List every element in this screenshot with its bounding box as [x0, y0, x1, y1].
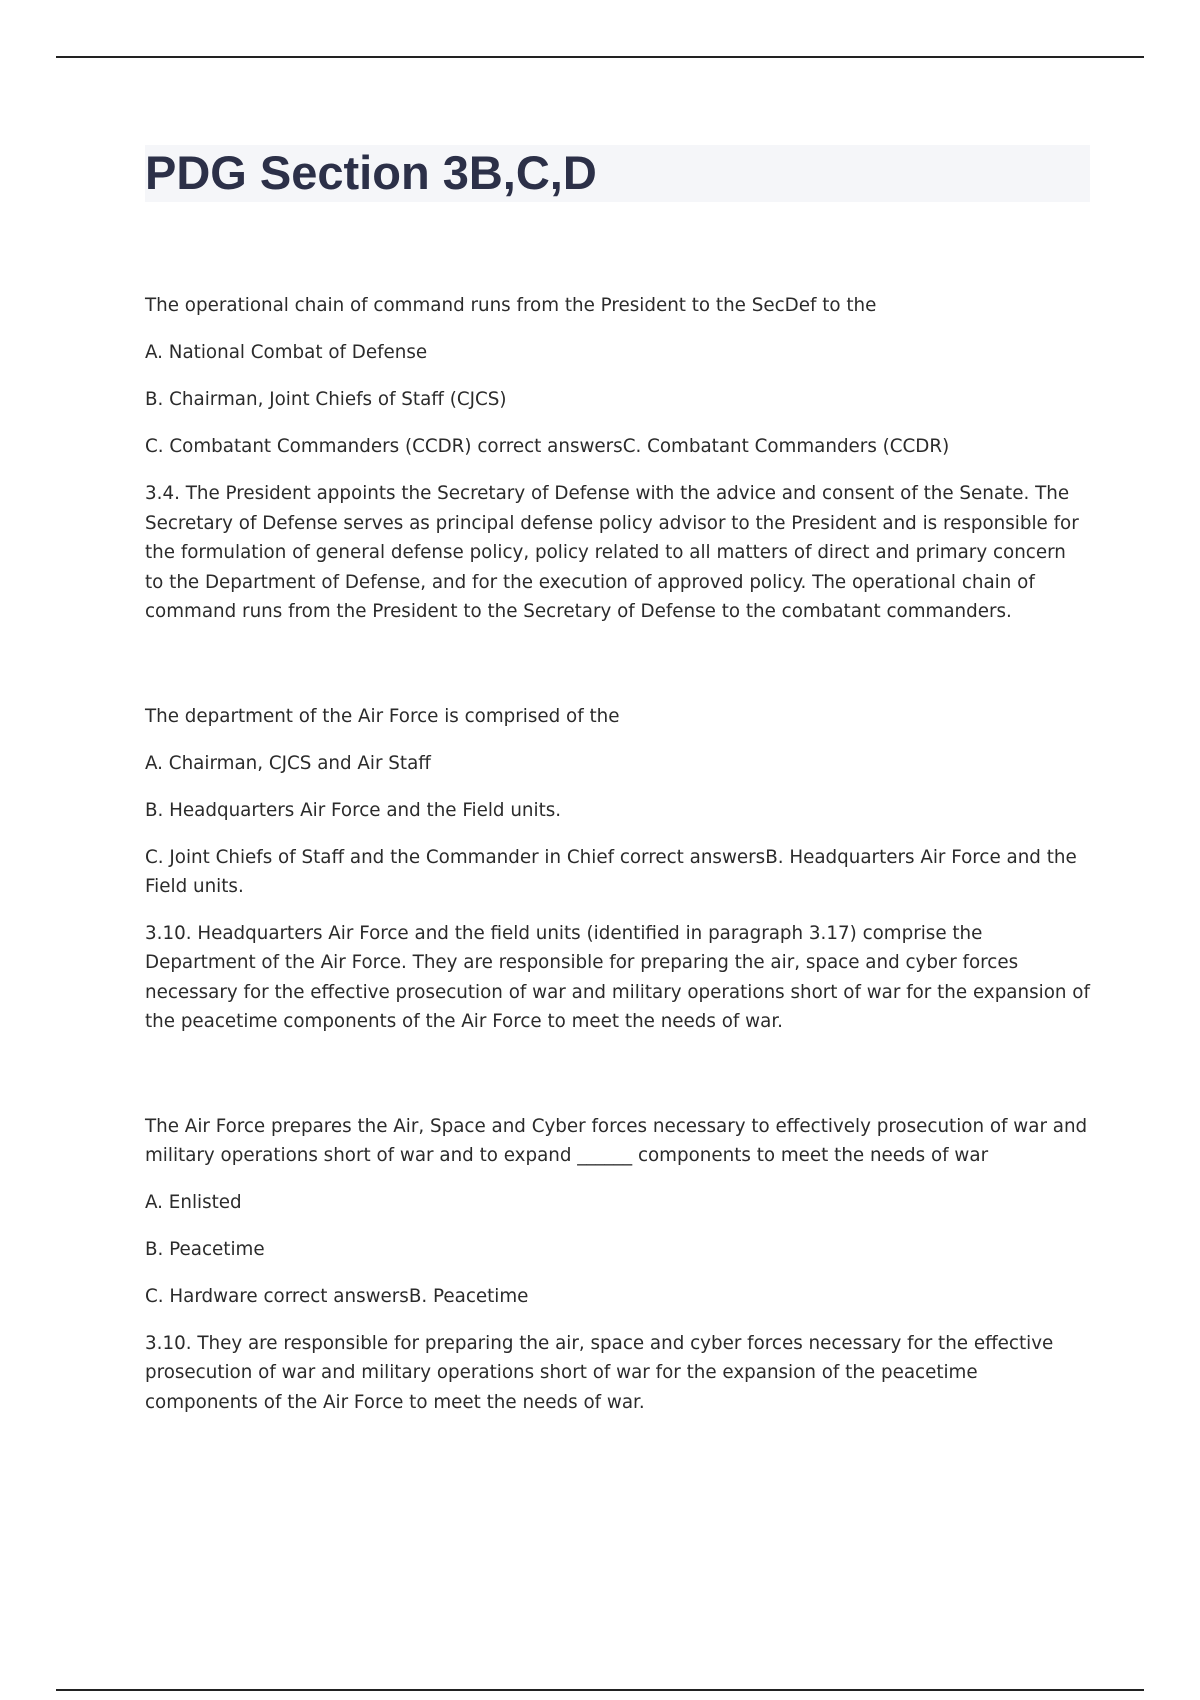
question-text: The Air Force prepares the Air, Space and Cyber forces necessary to effectively prosecution of war and military operations short of war and to expand ______ components to meet the needs of war	[145, 1115, 1088, 1166]
answer-option: B. Peacetime	[145, 1238, 265, 1260]
answer-option: A. National Combat of Defense	[145, 342, 428, 363]
page-title: PDG Section 3B,C,D	[145, 146, 597, 199]
answer-option: A. Chairman, CJCS and Air Staff	[145, 752, 431, 774]
document-body	[145, 291, 1090, 1417]
answer-option: B. Headquarters Air Force and the Field units.	[145, 799, 562, 821]
explanation-text: 3.10. They are responsible for preparing the air, space and cyber forces necessary for the effective prosecution of war and military operations short of war for the expansion of the peacetime components of the Air Force to meet the needs of war.	[145, 1332, 1054, 1413]
answer-option: A. Enlisted	[145, 1191, 242, 1213]
answer-option: C. Hardware correct answersB. Peacetime	[145, 1285, 529, 1307]
bottom-divider	[56, 1689, 1144, 1691]
top-divider	[56, 56, 1144, 58]
answer-option: C. Joint Chiefs of Staff and the Commander in Chief correct answersB. Headquarters Air Force and the Field units.	[145, 846, 1077, 897]
explanation-text: 3.10. Headquarters Air Force and the field units (identified in paragraph 3.17) comprise the Department of the Air Force. They are responsible for preparing the air, space and cyber forces necessary for the effective prosecution of war and military operations short of war for the expansion of the peacetime components of the Air Force to meet the needs of war.	[145, 922, 1090, 1032]
question-text: The operational chain of command runs from the President to the SecDef to the	[145, 295, 877, 316]
answer-option: B. Chairman, Joint Chiefs of Staff (CJCS)	[145, 389, 507, 410]
question-block	[145, 291, 1090, 627]
question-block	[145, 702, 1090, 1037]
explanation-text: 3.4. The President appoints the Secretary of Defense with the advice and consent of the Senate. The Secretary of Defense serves as principal defense policy advisor to the President and is responsible for the formulation of general defense policy, policy related to all matters of direct and primary concern to the Department of Defense, and for the execution of approved policy. The operational chain of command runs from the President to the Secretary of Defense to the combatant commanders.	[145, 483, 1079, 622]
question-block	[145, 1112, 1090, 1418]
answer-option: C. Combatant Commanders (CCDR) correct answersC. Combatant Commanders (CCDR)	[145, 436, 950, 457]
question-text: The department of the Air Force is comprised of the	[145, 705, 620, 727]
